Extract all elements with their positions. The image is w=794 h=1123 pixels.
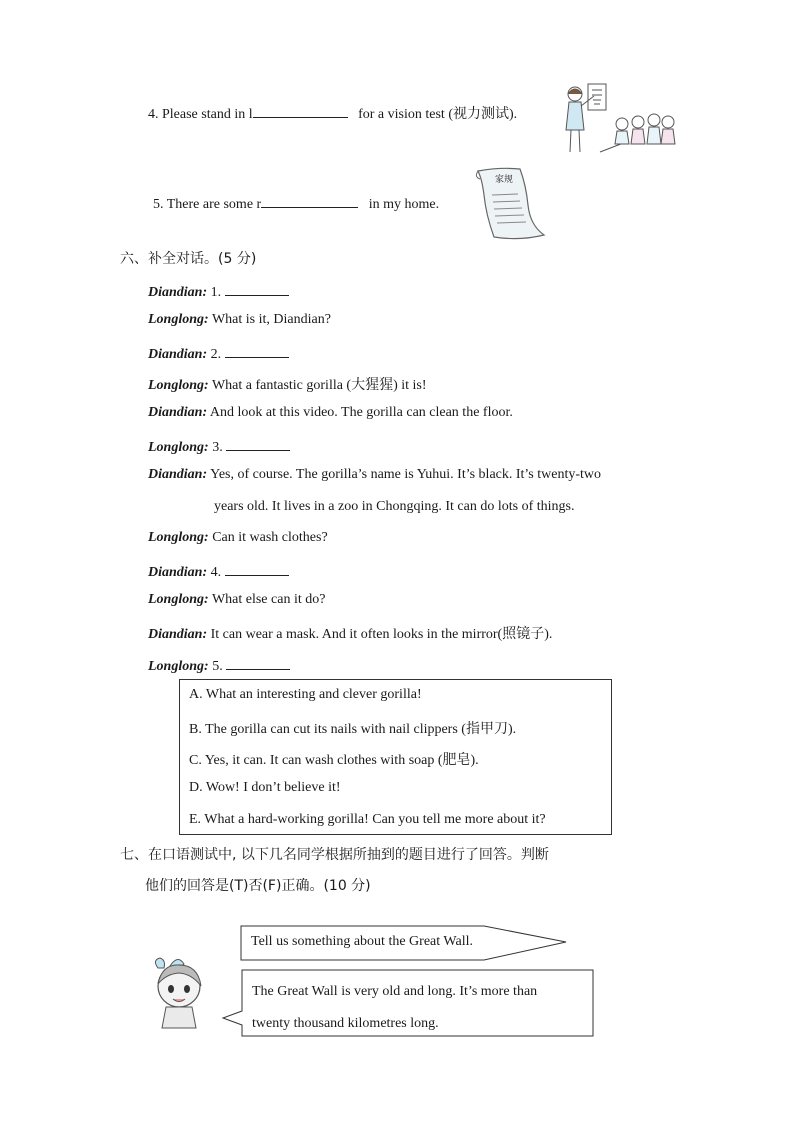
- option-e: E. What a hard-working gorilla! Can you tell me more about it?: [189, 812, 546, 827]
- dialogue-text: And look at this video. The gorilla can clean the floor.: [209, 405, 513, 420]
- dialogue-line: [148, 436, 290, 456]
- family-rules-paper: [470, 165, 550, 245]
- dialogue-text: years old. It lives in a zoo in Chongqing. It can do lots of things.: [214, 499, 575, 514]
- answer-blank-2[interactable]: [225, 343, 289, 358]
- speaker-label: Diandian:: [148, 565, 208, 580]
- dialogue-text: 3.: [212, 440, 227, 455]
- speaker-label: Longlong:: [148, 440, 209, 455]
- option-b: B. The gorilla can cut its nails with nail clippers (指甲刀).: [189, 722, 517, 737]
- question-4-blank[interactable]: [253, 103, 348, 118]
- dialogue-text: Can it wash clothes?: [212, 530, 328, 545]
- question-4: [148, 103, 517, 123]
- dialogue-line: [148, 655, 290, 675]
- vision-test-illustration: [560, 82, 678, 156]
- section-7-title-line-1: 七、在口语测试中, 以下几名同学根据所抽到的题目进行了回答。判断: [120, 847, 549, 863]
- dialogue-line: [148, 405, 513, 421]
- dialogue-line: [148, 343, 289, 363]
- option-c: C. Yes, it can. It can wash clothes with soap (肥皂).: [189, 753, 479, 768]
- answer-blank-4[interactable]: [225, 561, 289, 576]
- dialogue-text: It can wear a mask. And it often looks in the mirror(照镜子).: [210, 627, 553, 642]
- dialogue-line: [148, 467, 601, 483]
- girl-avatar: [148, 954, 210, 1030]
- question-5-suffix: in my home.: [368, 197, 440, 212]
- option-a: A. What an interesting and clever gorilla!: [189, 687, 422, 702]
- oral-answer-line-1: The Great Wall is very old and long. It’s more than: [252, 984, 538, 999]
- dialogue-line: [148, 592, 325, 608]
- question-5: [153, 193, 439, 213]
- rules-paper-label: 家规: [495, 175, 514, 185]
- dialogue-text: 1.: [210, 285, 225, 300]
- dialogue-line-continued: [214, 499, 574, 515]
- speaker-label: Diandian:: [148, 285, 208, 300]
- option-d: D. Wow! I don’t believe it!: [189, 780, 341, 795]
- speaker-label: Longlong:: [148, 530, 209, 545]
- speaker-label: Longlong:: [148, 592, 209, 607]
- question-4-suffix: for a vision test (视力测试).: [358, 107, 518, 122]
- speaker-label: Longlong:: [148, 378, 209, 393]
- section-6-title: 六、补全对话。(5 分): [120, 251, 257, 267]
- dialogue-line: [148, 374, 427, 394]
- dialogue-text: What else can it do?: [211, 592, 326, 607]
- question-5-prefix: 5. There are some: [153, 197, 257, 212]
- answer-blank-1[interactable]: [225, 281, 289, 296]
- dialogue-line: [148, 623, 552, 643]
- oral-answer-line-2: twenty thousand kilometres long.: [252, 1016, 439, 1031]
- speaker-label: Diandian:: [148, 627, 208, 642]
- question-4-prefix: 4. Please stand in: [148, 107, 249, 122]
- answer-blank-3[interactable]: [226, 436, 290, 451]
- question-5-letter: r: [256, 197, 262, 212]
- answer-blank-5[interactable]: [226, 655, 290, 670]
- dialogue-text: What is it, Diandian?: [211, 312, 331, 327]
- speaker-label: Longlong:: [148, 312, 209, 327]
- dialogue-text: 5.: [212, 659, 227, 674]
- speaker-label: Diandian:: [148, 405, 208, 420]
- oral-question-text: Tell us something about the Great Wall.: [251, 934, 473, 949]
- options-box: [179, 679, 612, 835]
- question-4-letter: l: [248, 107, 253, 122]
- dialogue-line: [148, 312, 331, 328]
- question-5-blank[interactable]: [261, 193, 358, 208]
- dialogue-line: [148, 530, 328, 546]
- section-7-title-line-2: 他们的回答是(T)否(F)正确。(10 分): [145, 878, 371, 894]
- dialogue-text: 2.: [210, 347, 225, 362]
- speaker-label: Longlong:: [148, 659, 209, 674]
- dialogue-text: 4.: [210, 565, 225, 580]
- dialogue-line: [148, 561, 289, 581]
- speaker-label: Diandian:: [148, 467, 208, 482]
- dialogue-text: What a fantastic gorilla (大猩猩) it is!: [211, 378, 427, 393]
- speaker-label: Diandian:: [148, 347, 208, 362]
- dialogue-line: [148, 281, 289, 301]
- dialogue-text: Yes, of course. The gorilla’s name is Yuhui. It’s black. It’s twenty-two: [210, 467, 602, 482]
